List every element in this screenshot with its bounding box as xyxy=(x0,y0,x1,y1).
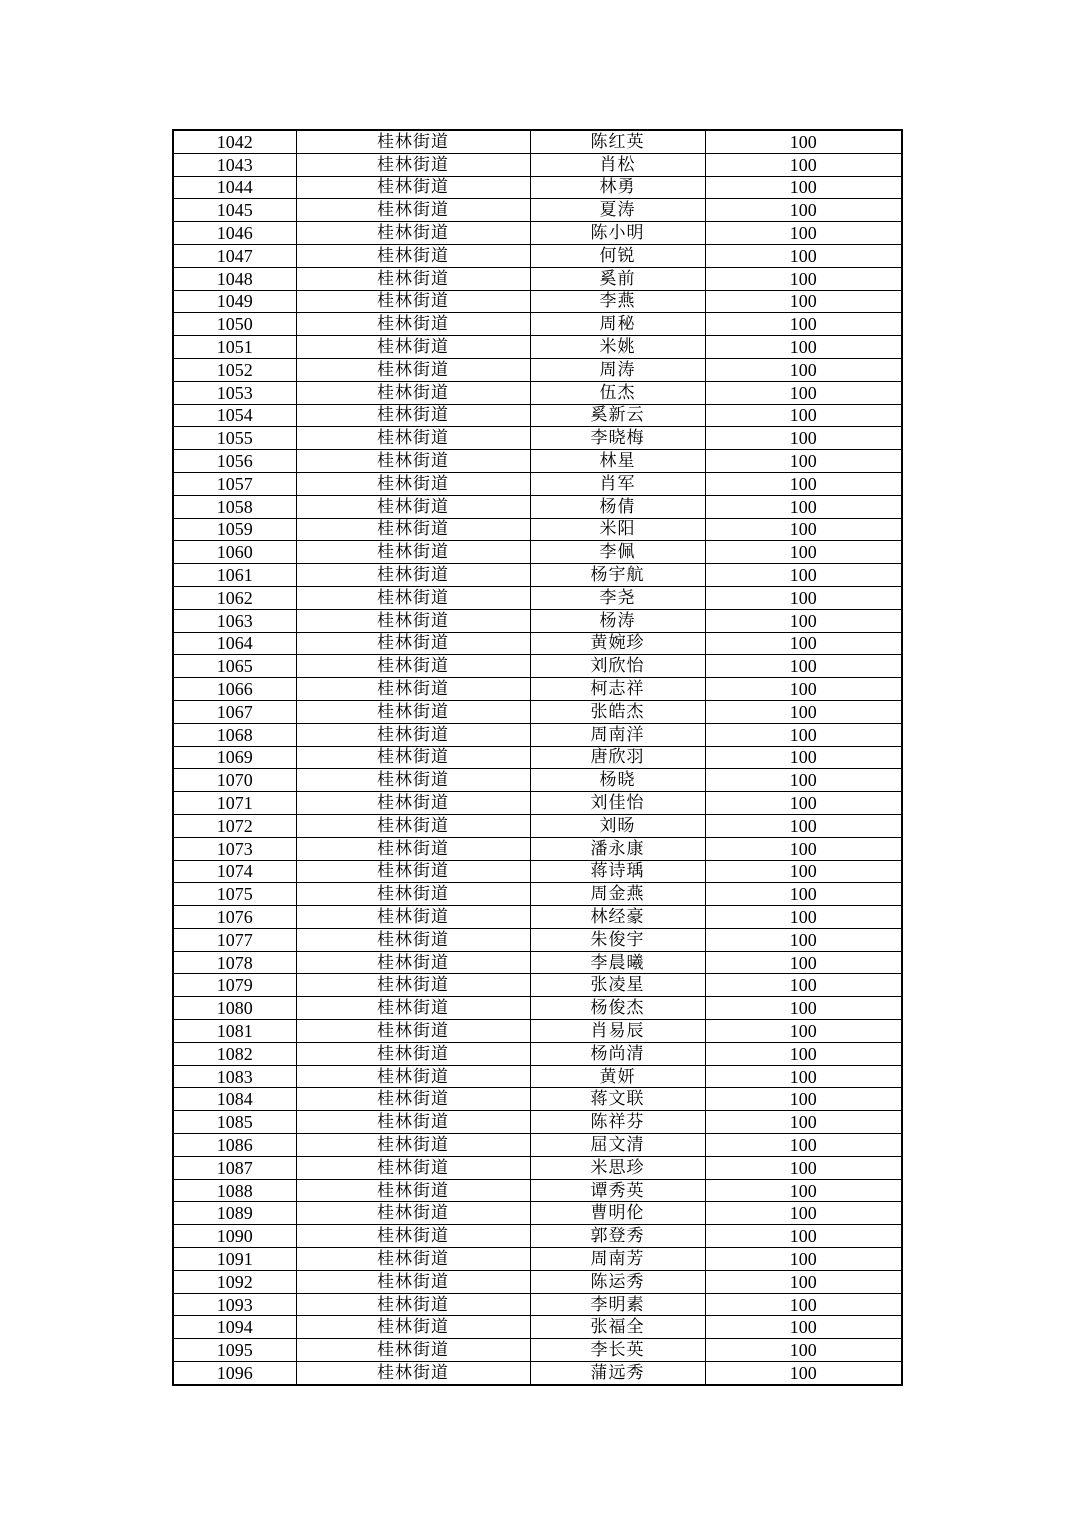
person-name-cell: 周涛 xyxy=(530,358,705,381)
person-name-cell: 曹明伦 xyxy=(530,1202,705,1225)
street-cell: 桂林街道 xyxy=(296,1065,530,1088)
person-name-cell: 蒲远秀 xyxy=(530,1362,705,1385)
serial-number-cell: 1081 xyxy=(173,1020,296,1043)
person-name-cell: 杨尚清 xyxy=(530,1042,705,1065)
table-row xyxy=(173,814,902,837)
person-name-cell: 伍杰 xyxy=(530,381,705,404)
serial-number-cell: 1057 xyxy=(173,472,296,495)
person-name-cell: 陈小明 xyxy=(530,222,705,245)
table-row xyxy=(173,381,902,404)
serial-number-cell: 1080 xyxy=(173,997,296,1020)
person-name-cell: 杨晓 xyxy=(530,769,705,792)
street-cell: 桂林街道 xyxy=(296,678,530,701)
street-cell: 桂林街道 xyxy=(296,495,530,518)
table-row xyxy=(173,472,902,495)
street-cell: 桂林街道 xyxy=(296,381,530,404)
serial-number-cell: 1089 xyxy=(173,1202,296,1225)
amount-cell: 100 xyxy=(705,244,902,267)
street-cell: 桂林街道 xyxy=(296,928,530,951)
amount-cell: 100 xyxy=(705,404,902,427)
serial-number-cell: 1061 xyxy=(173,564,296,587)
person-name-cell: 唐欣羽 xyxy=(530,746,705,769)
amount-cell: 100 xyxy=(705,997,902,1020)
amount-cell: 100 xyxy=(705,1362,902,1385)
street-cell: 桂林街道 xyxy=(296,883,530,906)
serial-number-cell: 1058 xyxy=(173,495,296,518)
amount-cell: 100 xyxy=(705,1293,902,1316)
street-cell: 桂林街道 xyxy=(296,1134,530,1157)
amount-cell: 100 xyxy=(705,1225,902,1248)
street-cell: 桂林街道 xyxy=(296,472,530,495)
amount-cell: 100 xyxy=(705,358,902,381)
person-name-cell: 李晓梅 xyxy=(530,427,705,450)
amount-cell: 100 xyxy=(705,906,902,929)
street-cell: 桂林街道 xyxy=(296,1042,530,1065)
serial-number-cell: 1044 xyxy=(173,176,296,199)
person-name-cell: 李佩 xyxy=(530,541,705,564)
table-row xyxy=(173,700,902,723)
table-row xyxy=(173,678,902,701)
person-name-cell: 米思珍 xyxy=(530,1156,705,1179)
person-name-cell: 朱俊宇 xyxy=(530,928,705,951)
amount-cell: 100 xyxy=(705,1020,902,1043)
table-row xyxy=(173,1179,902,1202)
table-row xyxy=(173,1339,902,1362)
table-row xyxy=(173,746,902,769)
table-row xyxy=(173,632,902,655)
amount-cell: 100 xyxy=(705,837,902,860)
table-row xyxy=(173,1202,902,1225)
street-cell: 桂林街道 xyxy=(296,176,530,199)
table-row xyxy=(173,518,902,541)
serial-number-cell: 1063 xyxy=(173,609,296,632)
serial-number-cell: 1075 xyxy=(173,883,296,906)
person-name-cell: 何锐 xyxy=(530,244,705,267)
amount-cell: 100 xyxy=(705,609,902,632)
table-row xyxy=(173,153,902,176)
serial-number-cell: 1066 xyxy=(173,678,296,701)
table-row xyxy=(173,860,902,883)
amount-cell: 100 xyxy=(705,336,902,359)
person-name-cell: 张皓杰 xyxy=(530,700,705,723)
street-cell: 桂林街道 xyxy=(296,997,530,1020)
serial-number-cell: 1053 xyxy=(173,381,296,404)
amount-cell: 100 xyxy=(705,951,902,974)
serial-number-cell: 1079 xyxy=(173,974,296,997)
serial-number-cell: 1073 xyxy=(173,837,296,860)
serial-number-cell: 1084 xyxy=(173,1088,296,1111)
person-name-cell: 张福全 xyxy=(530,1316,705,1339)
street-cell: 桂林街道 xyxy=(296,541,530,564)
street-cell: 桂林街道 xyxy=(296,1362,530,1385)
table-row xyxy=(173,609,902,632)
table-row xyxy=(173,723,902,746)
street-cell: 桂林街道 xyxy=(296,632,530,655)
table-row xyxy=(173,130,902,153)
amount-cell: 100 xyxy=(705,1111,902,1134)
street-cell: 桂林街道 xyxy=(296,1020,530,1043)
table-row xyxy=(173,1042,902,1065)
amount-cell: 100 xyxy=(705,1134,902,1157)
serial-number-cell: 1060 xyxy=(173,541,296,564)
street-cell: 桂林街道 xyxy=(296,1293,530,1316)
person-name-cell: 黄妍 xyxy=(530,1065,705,1088)
amount-cell: 100 xyxy=(705,678,902,701)
street-cell: 桂林街道 xyxy=(296,655,530,678)
person-name-cell: 林星 xyxy=(530,450,705,473)
amount-cell: 100 xyxy=(705,427,902,450)
serial-number-cell: 1056 xyxy=(173,450,296,473)
person-name-cell: 肖军 xyxy=(530,472,705,495)
person-name-cell: 周金燕 xyxy=(530,883,705,906)
serial-number-cell: 1059 xyxy=(173,518,296,541)
amount-cell: 100 xyxy=(705,541,902,564)
street-cell: 桂林街道 xyxy=(296,427,530,450)
amount-cell: 100 xyxy=(705,928,902,951)
table-row xyxy=(173,1248,902,1271)
serial-number-cell: 1055 xyxy=(173,427,296,450)
serial-number-cell: 1064 xyxy=(173,632,296,655)
street-cell: 桂林街道 xyxy=(296,564,530,587)
street-cell: 桂林街道 xyxy=(296,1202,530,1225)
serial-number-cell: 1068 xyxy=(173,723,296,746)
amount-cell: 100 xyxy=(705,974,902,997)
person-name-cell: 谭秀英 xyxy=(530,1179,705,1202)
person-name-cell: 李燕 xyxy=(530,290,705,313)
serial-number-cell: 1087 xyxy=(173,1156,296,1179)
table-row xyxy=(173,290,902,313)
amount-cell: 100 xyxy=(705,769,902,792)
person-name-cell: 黄婉珍 xyxy=(530,632,705,655)
person-name-cell: 杨宇航 xyxy=(530,564,705,587)
street-cell: 桂林街道 xyxy=(296,1270,530,1293)
amount-cell: 100 xyxy=(705,222,902,245)
table-row xyxy=(173,769,902,792)
amount-cell: 100 xyxy=(705,450,902,473)
table-row xyxy=(173,1020,902,1043)
person-name-cell: 杨俊杰 xyxy=(530,997,705,1020)
table-row xyxy=(173,906,902,929)
serial-number-cell: 1042 xyxy=(173,130,296,153)
serial-number-cell: 1086 xyxy=(173,1134,296,1157)
table-row xyxy=(173,450,902,473)
person-name-cell: 陈祥芬 xyxy=(530,1111,705,1134)
serial-number-cell: 1048 xyxy=(173,267,296,290)
amount-cell: 100 xyxy=(705,746,902,769)
table-row xyxy=(173,1088,902,1111)
table-row xyxy=(173,176,902,199)
serial-number-cell: 1069 xyxy=(173,746,296,769)
amount-cell: 100 xyxy=(705,564,902,587)
table-row xyxy=(173,495,902,518)
street-cell: 桂林街道 xyxy=(296,222,530,245)
amount-cell: 100 xyxy=(705,586,902,609)
person-name-cell: 李尧 xyxy=(530,586,705,609)
table-row xyxy=(173,1156,902,1179)
street-cell: 桂林街道 xyxy=(296,1225,530,1248)
person-name-cell: 李晨曦 xyxy=(530,951,705,974)
table-row xyxy=(173,541,902,564)
person-name-cell: 周南芳 xyxy=(530,1248,705,1271)
street-cell: 桂林街道 xyxy=(296,769,530,792)
amount-cell: 100 xyxy=(705,1316,902,1339)
roster-table-body xyxy=(173,130,902,1385)
person-name-cell: 杨倩 xyxy=(530,495,705,518)
amount-cell: 100 xyxy=(705,700,902,723)
person-name-cell: 蒋文联 xyxy=(530,1088,705,1111)
street-cell: 桂林街道 xyxy=(296,199,530,222)
serial-number-cell: 1092 xyxy=(173,1270,296,1293)
amount-cell: 100 xyxy=(705,290,902,313)
street-cell: 桂林街道 xyxy=(296,1179,530,1202)
serial-number-cell: 1054 xyxy=(173,404,296,427)
person-name-cell: 米姚 xyxy=(530,336,705,359)
street-cell: 桂林街道 xyxy=(296,609,530,632)
serial-number-cell: 1072 xyxy=(173,814,296,837)
amount-cell: 100 xyxy=(705,883,902,906)
table-row xyxy=(173,655,902,678)
street-cell: 桂林街道 xyxy=(296,974,530,997)
street-cell: 桂林街道 xyxy=(296,244,530,267)
serial-number-cell: 1083 xyxy=(173,1065,296,1088)
street-cell: 桂林街道 xyxy=(296,1156,530,1179)
street-cell: 桂林街道 xyxy=(296,313,530,336)
table-row xyxy=(173,336,902,359)
street-cell: 桂林街道 xyxy=(296,404,530,427)
serial-number-cell: 1046 xyxy=(173,222,296,245)
amount-cell: 100 xyxy=(705,1088,902,1111)
person-name-cell: 林勇 xyxy=(530,176,705,199)
table-row xyxy=(173,586,902,609)
table-row xyxy=(173,404,902,427)
serial-number-cell: 1088 xyxy=(173,1179,296,1202)
table-row xyxy=(173,1316,902,1339)
table-row xyxy=(173,883,902,906)
person-name-cell: 陈红英 xyxy=(530,130,705,153)
table-row xyxy=(173,267,902,290)
street-cell: 桂林街道 xyxy=(296,1111,530,1134)
amount-cell: 100 xyxy=(705,472,902,495)
table-row xyxy=(173,928,902,951)
person-name-cell: 肖易辰 xyxy=(530,1020,705,1043)
street-cell: 桂林街道 xyxy=(296,814,530,837)
person-name-cell: 张凌星 xyxy=(530,974,705,997)
serial-number-cell: 1091 xyxy=(173,1248,296,1271)
serial-number-cell: 1067 xyxy=(173,700,296,723)
table-row xyxy=(173,358,902,381)
serial-number-cell: 1065 xyxy=(173,655,296,678)
person-name-cell: 周南洋 xyxy=(530,723,705,746)
person-name-cell: 刘佳怡 xyxy=(530,792,705,815)
table-row xyxy=(173,564,902,587)
person-name-cell: 屈文清 xyxy=(530,1134,705,1157)
serial-number-cell: 1047 xyxy=(173,244,296,267)
amount-cell: 100 xyxy=(705,814,902,837)
street-cell: 桂林街道 xyxy=(296,358,530,381)
table-row xyxy=(173,1134,902,1157)
amount-cell: 100 xyxy=(705,267,902,290)
roster-table xyxy=(172,129,903,1386)
street-cell: 桂林街道 xyxy=(296,746,530,769)
amount-cell: 100 xyxy=(705,1065,902,1088)
serial-number-cell: 1052 xyxy=(173,358,296,381)
table-row xyxy=(173,837,902,860)
street-cell: 桂林街道 xyxy=(296,860,530,883)
amount-cell: 100 xyxy=(705,1339,902,1362)
amount-cell: 100 xyxy=(705,792,902,815)
person-name-cell: 潘永康 xyxy=(530,837,705,860)
street-cell: 桂林街道 xyxy=(296,700,530,723)
table-row xyxy=(173,427,902,450)
serial-number-cell: 1096 xyxy=(173,1362,296,1385)
table-row xyxy=(173,974,902,997)
amount-cell: 100 xyxy=(705,495,902,518)
person-name-cell: 刘旸 xyxy=(530,814,705,837)
amount-cell: 100 xyxy=(705,518,902,541)
amount-cell: 100 xyxy=(705,130,902,153)
person-name-cell: 李明素 xyxy=(530,1293,705,1316)
street-cell: 桂林街道 xyxy=(296,1088,530,1111)
serial-number-cell: 1090 xyxy=(173,1225,296,1248)
table-row xyxy=(173,1065,902,1088)
street-cell: 桂林街道 xyxy=(296,336,530,359)
table-row xyxy=(173,951,902,974)
street-cell: 桂林街道 xyxy=(296,723,530,746)
street-cell: 桂林街道 xyxy=(296,586,530,609)
person-name-cell: 柯志祥 xyxy=(530,678,705,701)
amount-cell: 100 xyxy=(705,381,902,404)
street-cell: 桂林街道 xyxy=(296,290,530,313)
amount-cell: 100 xyxy=(705,1156,902,1179)
serial-number-cell: 1043 xyxy=(173,153,296,176)
street-cell: 桂林街道 xyxy=(296,792,530,815)
table-row xyxy=(173,1270,902,1293)
table-row xyxy=(173,1362,902,1385)
table-row xyxy=(173,1293,902,1316)
serial-number-cell: 1082 xyxy=(173,1042,296,1065)
amount-cell: 100 xyxy=(705,199,902,222)
serial-number-cell: 1071 xyxy=(173,792,296,815)
street-cell: 桂林街道 xyxy=(296,450,530,473)
serial-number-cell: 1095 xyxy=(173,1339,296,1362)
serial-number-cell: 1078 xyxy=(173,951,296,974)
person-name-cell: 周秘 xyxy=(530,313,705,336)
serial-number-cell: 1062 xyxy=(173,586,296,609)
serial-number-cell: 1070 xyxy=(173,769,296,792)
street-cell: 桂林街道 xyxy=(296,1316,530,1339)
amount-cell: 100 xyxy=(705,655,902,678)
person-name-cell: 奚新云 xyxy=(530,404,705,427)
serial-number-cell: 1094 xyxy=(173,1316,296,1339)
amount-cell: 100 xyxy=(705,860,902,883)
serial-number-cell: 1074 xyxy=(173,860,296,883)
person-name-cell: 米阳 xyxy=(530,518,705,541)
person-name-cell: 杨涛 xyxy=(530,609,705,632)
serial-number-cell: 1050 xyxy=(173,313,296,336)
person-name-cell: 夏涛 xyxy=(530,199,705,222)
street-cell: 桂林街道 xyxy=(296,518,530,541)
table-row xyxy=(173,997,902,1020)
person-name-cell: 肖松 xyxy=(530,153,705,176)
amount-cell: 100 xyxy=(705,1202,902,1225)
street-cell: 桂林街道 xyxy=(296,951,530,974)
person-name-cell: 奚前 xyxy=(530,267,705,290)
amount-cell: 100 xyxy=(705,313,902,336)
serial-number-cell: 1045 xyxy=(173,199,296,222)
serial-number-cell: 1077 xyxy=(173,928,296,951)
serial-number-cell: 1085 xyxy=(173,1111,296,1134)
table-row xyxy=(173,244,902,267)
street-cell: 桂林街道 xyxy=(296,1248,530,1271)
serial-number-cell: 1051 xyxy=(173,336,296,359)
street-cell: 桂林街道 xyxy=(296,837,530,860)
amount-cell: 100 xyxy=(705,153,902,176)
person-name-cell: 陈运秀 xyxy=(530,1270,705,1293)
table-row xyxy=(173,792,902,815)
amount-cell: 100 xyxy=(705,723,902,746)
amount-cell: 100 xyxy=(705,632,902,655)
street-cell: 桂林街道 xyxy=(296,130,530,153)
serial-number-cell: 1093 xyxy=(173,1293,296,1316)
serial-number-cell: 1049 xyxy=(173,290,296,313)
amount-cell: 100 xyxy=(705,1270,902,1293)
table-row xyxy=(173,222,902,245)
person-name-cell: 郭登秀 xyxy=(530,1225,705,1248)
person-name-cell: 李长英 xyxy=(530,1339,705,1362)
table-row xyxy=(173,313,902,336)
street-cell: 桂林街道 xyxy=(296,906,530,929)
table-row xyxy=(173,1111,902,1134)
person-name-cell: 林经豪 xyxy=(530,906,705,929)
street-cell: 桂林街道 xyxy=(296,267,530,290)
street-cell: 桂林街道 xyxy=(296,153,530,176)
amount-cell: 100 xyxy=(705,1248,902,1271)
serial-number-cell: 1076 xyxy=(173,906,296,929)
amount-cell: 100 xyxy=(705,1042,902,1065)
person-name-cell: 蒋诗瑀 xyxy=(530,860,705,883)
amount-cell: 100 xyxy=(705,1179,902,1202)
table-row xyxy=(173,1225,902,1248)
table-row xyxy=(173,199,902,222)
person-name-cell: 刘欣怡 xyxy=(530,655,705,678)
amount-cell: 100 xyxy=(705,176,902,199)
street-cell: 桂林街道 xyxy=(296,1339,530,1362)
